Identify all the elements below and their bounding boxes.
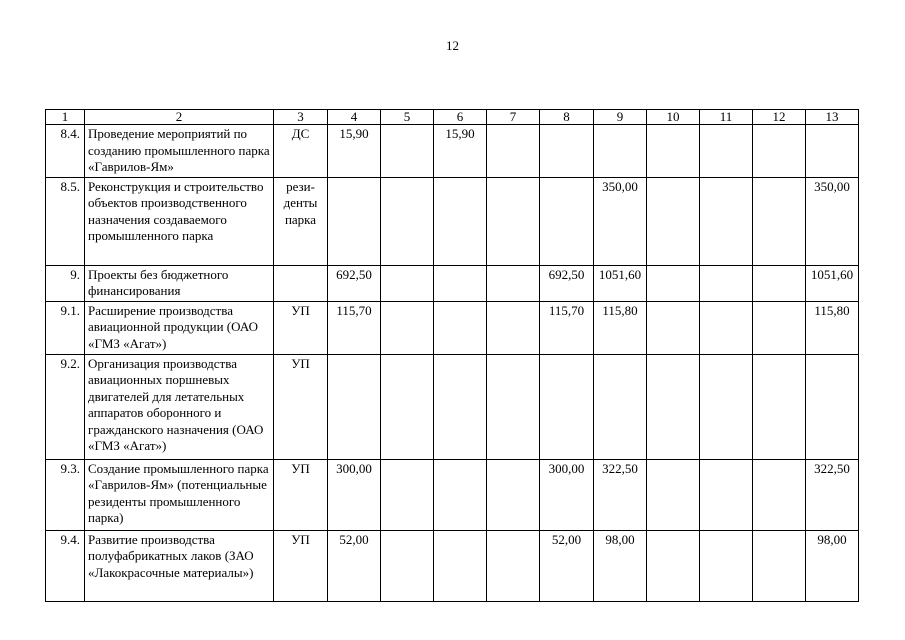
table-row bbox=[46, 301, 859, 354]
row-number-cell: 9.3. bbox=[46, 459, 85, 530]
value-cell: 1051,60 bbox=[594, 265, 647, 301]
value-cell bbox=[540, 177, 594, 265]
activity-name-cell: Расширение производства авиационной продукции (ОАО «ГМЗ «Агат») bbox=[85, 301, 274, 354]
table-row bbox=[46, 354, 859, 459]
value-cell: 692,50 bbox=[540, 265, 594, 301]
value-cell bbox=[806, 125, 859, 178]
value-cell bbox=[487, 459, 540, 530]
value-cell bbox=[647, 530, 700, 601]
value-cell bbox=[381, 265, 434, 301]
header-row bbox=[46, 110, 859, 125]
executor-cell: УП bbox=[274, 530, 328, 601]
value-cell: 1051,60 bbox=[806, 265, 859, 301]
activity-name-cell: Создание промышленного парка «Гаврилов-Ям» (потенциальные резиденты промышленного парка) bbox=[85, 459, 274, 530]
header-cell: 12 bbox=[753, 110, 806, 125]
value-cell bbox=[381, 459, 434, 530]
value-cell bbox=[434, 459, 487, 530]
value-cell bbox=[647, 459, 700, 530]
value-cell bbox=[700, 177, 753, 265]
table-row bbox=[46, 177, 859, 265]
value-cell: 98,00 bbox=[806, 530, 859, 601]
value-cell bbox=[647, 125, 700, 178]
table-row bbox=[46, 530, 859, 601]
header-cell: 1 bbox=[46, 110, 85, 125]
value-cell: 52,00 bbox=[328, 530, 381, 601]
value-cell bbox=[647, 354, 700, 459]
value-cell: 322,50 bbox=[806, 459, 859, 530]
value-cell bbox=[753, 530, 806, 601]
value-cell bbox=[647, 177, 700, 265]
table-row bbox=[46, 459, 859, 530]
header-cell: 13 bbox=[806, 110, 859, 125]
value-cell: 115,80 bbox=[806, 301, 859, 354]
value-cell bbox=[540, 125, 594, 178]
value-cell bbox=[434, 301, 487, 354]
value-cell bbox=[434, 354, 487, 459]
header-cell: 2 bbox=[85, 110, 274, 125]
header-cell: 6 bbox=[434, 110, 487, 125]
value-cell: 300,00 bbox=[328, 459, 381, 530]
header-cell: 11 bbox=[700, 110, 753, 125]
value-cell: 115,80 bbox=[594, 301, 647, 354]
executor-cell: УП bbox=[274, 301, 328, 354]
value-cell bbox=[753, 354, 806, 459]
value-cell bbox=[434, 530, 487, 601]
program-table bbox=[45, 109, 859, 602]
table-row bbox=[46, 125, 859, 178]
value-cell bbox=[381, 125, 434, 178]
value-cell bbox=[700, 459, 753, 530]
value-cell bbox=[487, 530, 540, 601]
value-cell bbox=[487, 301, 540, 354]
value-cell bbox=[753, 459, 806, 530]
value-cell bbox=[487, 265, 540, 301]
executor-cell: УП bbox=[274, 459, 328, 530]
value-cell bbox=[700, 354, 753, 459]
value-cell: 350,00 bbox=[594, 177, 647, 265]
value-cell bbox=[753, 265, 806, 301]
table-row bbox=[46, 265, 859, 301]
value-cell: 98,00 bbox=[594, 530, 647, 601]
value-cell bbox=[487, 125, 540, 178]
row-number-cell: 8.4. bbox=[46, 125, 85, 178]
value-cell bbox=[753, 177, 806, 265]
row-number-cell: 9.4. bbox=[46, 530, 85, 601]
value-cell: 115,70 bbox=[540, 301, 594, 354]
value-cell bbox=[806, 354, 859, 459]
value-cell bbox=[381, 354, 434, 459]
value-cell bbox=[700, 301, 753, 354]
header-cell: 7 bbox=[487, 110, 540, 125]
activity-name-cell: Организация производства авиационных поршневых двигателей для летательных аппаратов оборонного и гражданского назначения (ОАО «ГМЗ «Агат») bbox=[85, 354, 274, 459]
row-number-cell: 9. bbox=[46, 265, 85, 301]
value-cell bbox=[540, 354, 594, 459]
table-body bbox=[46, 125, 859, 602]
value-cell bbox=[381, 530, 434, 601]
header-cell: 9 bbox=[594, 110, 647, 125]
value-cell bbox=[487, 177, 540, 265]
header-cell: 3 bbox=[274, 110, 328, 125]
executor-cell: ДС bbox=[274, 125, 328, 178]
value-cell: 322,50 bbox=[594, 459, 647, 530]
value-cell: 15,90 bbox=[328, 125, 381, 178]
header-cell: 10 bbox=[647, 110, 700, 125]
executor-cell bbox=[274, 265, 328, 301]
value-cell bbox=[753, 125, 806, 178]
value-cell bbox=[594, 125, 647, 178]
value-cell: 350,00 bbox=[806, 177, 859, 265]
value-cell bbox=[700, 265, 753, 301]
value-cell: 300,00 bbox=[540, 459, 594, 530]
value-cell bbox=[381, 177, 434, 265]
value-cell bbox=[594, 354, 647, 459]
header-cell: 8 bbox=[540, 110, 594, 125]
activity-name-cell: Проведение мероприятий по созданию промышленного парка «Гаврилов-Ям» bbox=[85, 125, 274, 178]
activity-name-cell: Проекты без бюджетного финансирования bbox=[85, 265, 274, 301]
row-number-cell: 9.1. bbox=[46, 301, 85, 354]
row-number-cell: 8.5. bbox=[46, 177, 85, 265]
value-cell bbox=[700, 530, 753, 601]
executor-cell: УП bbox=[274, 354, 328, 459]
page-number: 12 bbox=[446, 38, 459, 53]
value-cell bbox=[434, 177, 487, 265]
value-cell: 692,50 bbox=[328, 265, 381, 301]
activity-name-cell: Реконструкция и строительство объектов производственного назначения создаваемого промышленного парка bbox=[85, 177, 274, 265]
value-cell: 52,00 bbox=[540, 530, 594, 601]
value-cell bbox=[753, 301, 806, 354]
value-cell bbox=[434, 265, 487, 301]
value-cell bbox=[700, 125, 753, 178]
value-cell bbox=[381, 301, 434, 354]
value-cell bbox=[328, 177, 381, 265]
value-cell bbox=[328, 354, 381, 459]
header-cell: 4 bbox=[328, 110, 381, 125]
header-cell: 5 bbox=[381, 110, 434, 125]
value-cell bbox=[487, 354, 540, 459]
value-cell bbox=[647, 301, 700, 354]
value-cell bbox=[647, 265, 700, 301]
activity-name-cell: Развитие производства полуфабрикатных лаков (ЗАО «Лакокрасочные материалы») bbox=[85, 530, 274, 601]
row-number-cell: 9.2. bbox=[46, 354, 85, 459]
value-cell: 15,90 bbox=[434, 125, 487, 178]
executor-cell: рези-денты парка bbox=[274, 177, 328, 265]
value-cell: 115,70 bbox=[328, 301, 381, 354]
